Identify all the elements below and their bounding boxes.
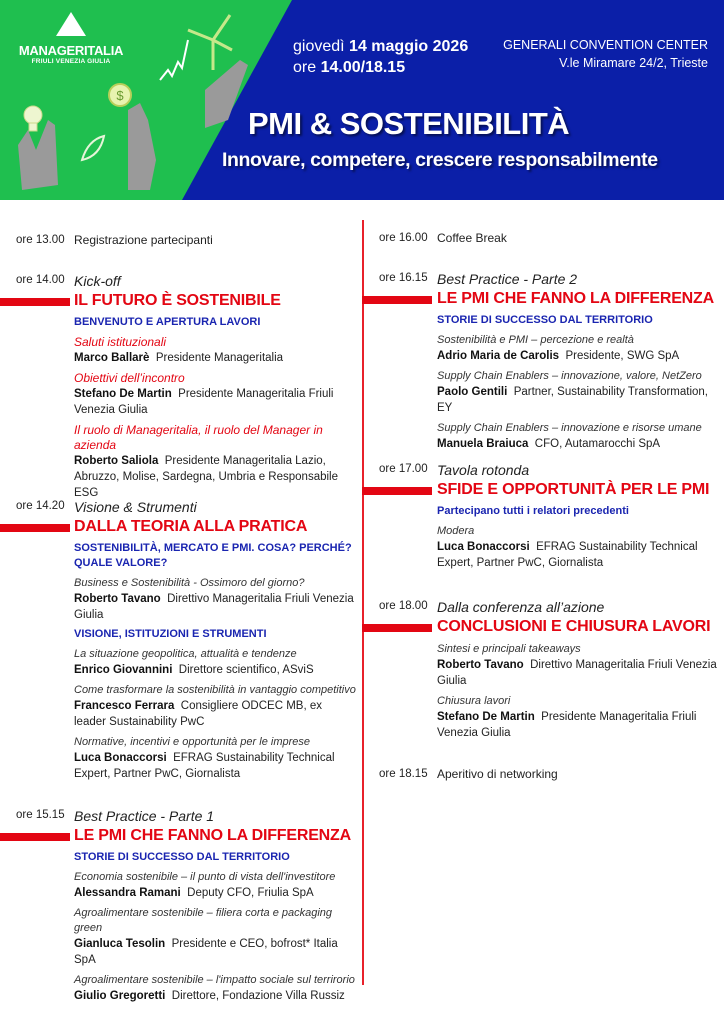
speaker-role: Presidente, SWG SpA (565, 350, 680, 362)
talk-topic: Sostenibilità e PMI – percezione e realtà (437, 334, 634, 346)
agenda-block (16, 807, 356, 1004)
event-subtitle: Innovare, competere, crescere responsabilmente (222, 149, 658, 171)
session-subtitle: VISIONE, ISTITUZIONI E STRUMENTI (74, 628, 267, 640)
session-kicker: Dalla conferenza all’azione (437, 599, 605, 615)
speaker-role: Direttivo Manageritalia Friuli Venezia Giulia (437, 659, 717, 687)
speaker (74, 350, 356, 366)
session-marker-bar (0, 524, 70, 532)
talk-topic: Supply Chain Enablers – innovazione e risorse umane (437, 422, 702, 434)
session-title: LE PMI CHE FANNO LA DIFFERENZA (437, 290, 714, 307)
speaker-name: Roberto Tavano (74, 593, 161, 605)
speaker-role: Direttore, Fondazione Villa Russiz (171, 990, 345, 1002)
speaker (437, 384, 717, 416)
agenda-block (379, 230, 717, 246)
speaker-name: Gianluca Tesolin (74, 938, 166, 950)
speaker-role: Consigliere ODCEC MB, ex leader Sustainability PwC (74, 700, 322, 728)
agenda-block (16, 232, 356, 248)
session-kicker: Best Practice - Parte 2 (437, 271, 578, 287)
session-kicker: Tavola rotonda (437, 462, 530, 478)
speaker-name: Roberto Tavano (437, 659, 524, 671)
speaker-role: Presidente Manageritalia Friuli Venezia Giulia (437, 711, 697, 739)
coin-icon (109, 84, 131, 106)
talk-topic: Business e Sostenibilità - Ossimoro del giorno? (74, 577, 305, 589)
speaker-name: Enrico Giovannini (74, 664, 173, 676)
speaker (74, 591, 356, 623)
agenda-item: Coffee Break (437, 231, 507, 245)
session-title: CONCLUSIONI E CHIUSURA LAVORI (437, 618, 711, 635)
talk-topic: La situazione geopolitica, attualità e tendenze (74, 648, 297, 660)
speaker-role: Presidente Manageritalia Friuli Venezia Giulia (74, 388, 334, 416)
talk-topic: Come trasformare la sostenibilità in vantaggio competitivo (74, 684, 356, 696)
agenda-time: ore 17.00 (379, 463, 428, 475)
talk-topic: Modera (437, 525, 475, 537)
speaker (74, 698, 356, 730)
speaker-name: Giulio Gregoretti (74, 990, 166, 1002)
talk-topic: Agroalimentare sostenibile – filiera corta e packaging green (74, 907, 333, 934)
talk-topic: Economia sostenibile – il punto di vista dell'investitore (74, 871, 336, 883)
agenda-block (379, 461, 717, 571)
svg-text:$: $ (116, 88, 124, 103)
agenda-block (379, 766, 717, 782)
session-marker-bar (0, 833, 70, 841)
talk-topic: Normative, incentivi e opportunità per le imprese (74, 736, 311, 748)
speaker (437, 709, 717, 741)
agenda-block (16, 272, 356, 501)
agenda-block (16, 498, 356, 782)
speaker-name: Stefano De Martin (437, 711, 535, 723)
speaker (437, 436, 717, 452)
talk-topic: Saluti istituzionali (74, 335, 167, 349)
speaker-name: Luca Bonaccorsi (437, 541, 530, 553)
speaker-role: Presidente Manageritalia (155, 352, 284, 364)
speaker-name: Francesco Ferrara (74, 700, 175, 712)
event-title: PMI & SOSTENIBILITÀ (248, 106, 570, 141)
speaker-name: Paolo Gentili (437, 386, 508, 398)
event-venue: GENERALI CONVENTION CENTER V.le Miramare 24/2, Trieste (503, 38, 708, 70)
talk-topic: Sintesi e principali takeaways (437, 643, 581, 655)
event-date: giovedì 14 maggio 2026 ore 14.00/18.15 (293, 38, 469, 76)
talk-topic: Agroalimentare sostenibile – l'impatto sociale sul terrirorio (74, 974, 355, 986)
speaker (74, 885, 356, 901)
speaker-name: Luca Bonaccorsi (74, 752, 167, 764)
speaker (74, 453, 356, 501)
speaker (437, 348, 717, 364)
session-title: IL FUTURO È SOSTENIBILE (74, 292, 281, 309)
session-subtitle: Partecipano tutti i relatori precedenti (437, 505, 629, 517)
speaker (74, 988, 356, 1004)
agenda-time: ore 14.20 (16, 500, 65, 512)
session-title: SFIDE E OPPORTUNITÀ PER LE PMI (437, 481, 710, 498)
speaker-name: Alessandra Ramani (74, 887, 181, 899)
agenda-time: ore 16.15 (379, 272, 428, 284)
agenda-item: Registrazione partecipanti (74, 233, 213, 247)
session-title: LE PMI CHE FANNO LA DIFFERENZA (74, 827, 351, 844)
speaker-role: Direttore scientifico, ASviS (178, 664, 314, 676)
session-kicker: Kick-off (74, 273, 121, 289)
speaker (74, 750, 356, 782)
agenda-time: ore 13.00 (16, 234, 65, 246)
session-subtitle: BENVENUTO E APERTURA LAVORI (74, 316, 261, 328)
speaker-role: EFRAG Sustainability Technical Expert, Partner PwC, Giornalista (437, 541, 698, 569)
session-subtitle: STORIE DI SUCCESSO DAL TERRITORIO (74, 851, 290, 863)
agenda-item: Aperitivo di networking (437, 767, 558, 781)
session-title: DALLA TEORIA ALLA PRATICA (74, 518, 308, 535)
speaker (437, 657, 717, 689)
speaker-role: Direttivo Manageritalia Friuli Venezia Giulia (74, 593, 354, 621)
session-marker-bar (362, 296, 432, 304)
session-marker-bar (0, 298, 70, 306)
agenda-time: ore 18.00 (379, 600, 428, 612)
speaker (74, 662, 356, 678)
agenda-block (379, 598, 717, 741)
speaker-role: CFO, Autamarocchi SpA (534, 438, 661, 450)
session-subtitle: STORIE DI SUCCESSO DAL TERRITORIO (437, 314, 653, 326)
logo-mark-icon (56, 12, 86, 36)
speaker (74, 386, 356, 418)
speaker-name: Manuela Braiuca (437, 438, 529, 450)
column-divider (362, 220, 364, 985)
speaker (437, 539, 717, 571)
speaker (74, 936, 356, 968)
session-kicker: Best Practice - Parte 1 (74, 808, 215, 824)
talk-topic: Chiusura lavori (437, 695, 511, 707)
speaker-name: Adrio Maria de Carolis (437, 350, 560, 362)
agenda-time: ore 18.15 (379, 768, 428, 780)
speaker-role: Deputy CFO, Friulia SpA (187, 887, 314, 899)
talk-topic: Obiettivi dell’incontro (74, 371, 185, 385)
speaker-name: Stefano De Martin (74, 388, 172, 400)
session-subtitle: SOSTENIBILITÀ, MERCATO E PMI. COSA? PERCHÉ? QUALE VALORE? (74, 542, 352, 569)
session-marker-bar (362, 624, 432, 632)
speaker-role: EFRAG Sustainability Technical Expert, Partner PwC, Giornalista (74, 752, 335, 780)
talk-topic: Supply Chain Enablers – innovazione, valore, NetZero (437, 370, 702, 382)
speaker-name: Marco Ballarè (74, 352, 150, 364)
talk-topic: Il ruolo di Manageritalia, il ruolo del Manager in azienda (74, 423, 323, 452)
agenda-time: ore 16.00 (379, 232, 428, 244)
manageritalia-logo: MANAGERITALIA FRIULI VENEZIA GIULIA (6, 12, 136, 65)
speaker-name: Roberto Saliola (74, 455, 159, 467)
agenda-block (379, 270, 717, 452)
agenda-time: ore 14.00 (16, 274, 65, 286)
speaker-role: Partner, Sustainability Transformation, EY (437, 386, 709, 414)
agenda-time: ore 15.15 (16, 809, 65, 821)
session-kicker: Visione & Strumenti (74, 499, 197, 515)
session-marker-bar (362, 487, 432, 495)
speaker-role: Presidente Manageritalia Lazio, Abruzzo, Molise, Sardegna, Umbria e Responsabile ESG (74, 455, 338, 499)
header-banner (0, 0, 724, 200)
speaker-role: Presidente e CEO, bofrost* Italia SpA (74, 938, 338, 966)
